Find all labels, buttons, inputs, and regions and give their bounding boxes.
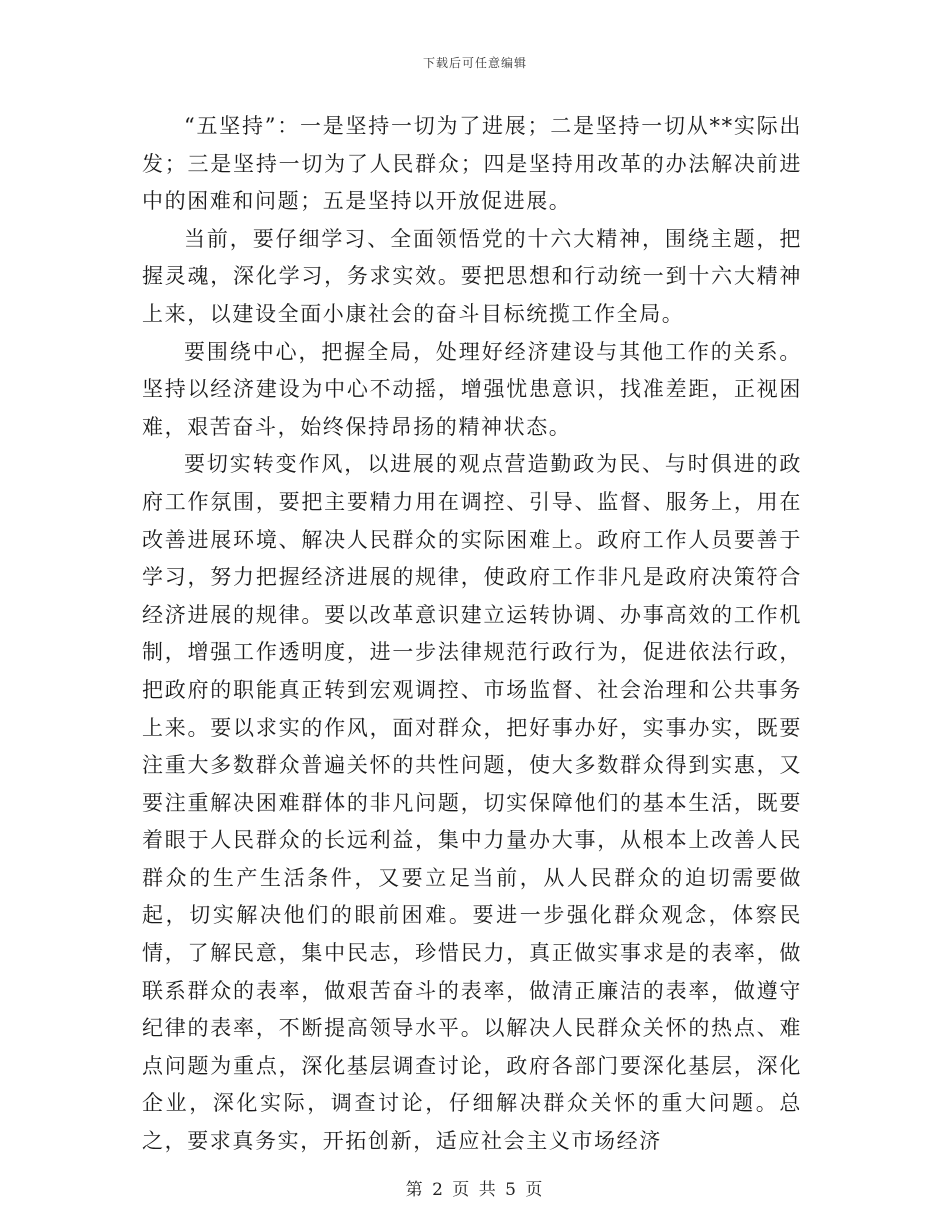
paragraph-work-style: 要切实转变作风，以进展的观点营造勤政为民、与时俱进的政府工作氛围，要把主要精力用在调控、引导、监督、服务上，用在改善进展环境、解决人民群众的实际困难上。政府工作人员要善于学习，努力把握经济进展的规律，使政府工作非凡是政府决策符合经济进展的规律。要以改革意识建立运转协调、办事高效的工作机制，增强工作透明度，进一步法律规范行政行为，促进依法行政，把政府的职能真正转到宏观调控、市场监督、社会治理和公共事务上来。要以求实的作风，面对群众，把好事办好，实事办实，既要注重大多数群众普遍关怀的共性问题，使大多数群众得到实惠，又要注重解决困难群体的非凡问题，切实保障他们的基本生活，既要着眼于人民群众的长远利益，集中力量办大事，从根本上改善人民群众的生产生活条件，又要立足当前，从人民群众的迫切需要做起，切实解决他们的眼前困难。要进一步强化群众观念，体察民情，了解民意，集中民志，珍惜民力，真正做实事求是的表率，做联系群众的表率，做艰苦奋斗的表率，做清正廉洁的表率，做遵守纪律的表率，不断提高领导水平。以解决人民群众关怀的热点、难点问题为重点，深化基层调查讨论，政府各部门要深化基层，深化企业，深化实际，调查讨论，仔细解决群众关怀的重大问题。总之，要求真务实，开拓创新，适应社会主义市场经济 <box>142 452 802 1154</box>
paragraph-study-spirit: 当前，要仔细学习、全面领悟党的十六大精神，围绕主题，把握灵魂，深化学习，务求实效。要把思想和行动统一到十六大精神上来，以建设全面小康社会的奋斗目标统揽工作全局。 <box>142 226 802 326</box>
page-number-footer: 第 2 页 共 5 页 <box>405 1180 545 1200</box>
paragraph-five-persist: “五坚持”：一是坚持一切为了进展；二是坚持一切从**实际出发；三是坚持一切为了人民群众；四是坚持用改革的办法解决前进中的困难和问题；五是坚持以开放促进展。 <box>142 114 802 214</box>
document-body <box>142 108 802 1161</box>
paragraph-economic-center: 要围绕中心，把握全局，处理好经济建设与其他工作的关系。坚持以经济建设为中心不动摇，增强忧患意识，找准差距，正视困难，艰苦奋斗，始终保持昂扬的精神状态。 <box>142 339 802 439</box>
page-header: 下载后可任意编辑 <box>422 56 527 70</box>
